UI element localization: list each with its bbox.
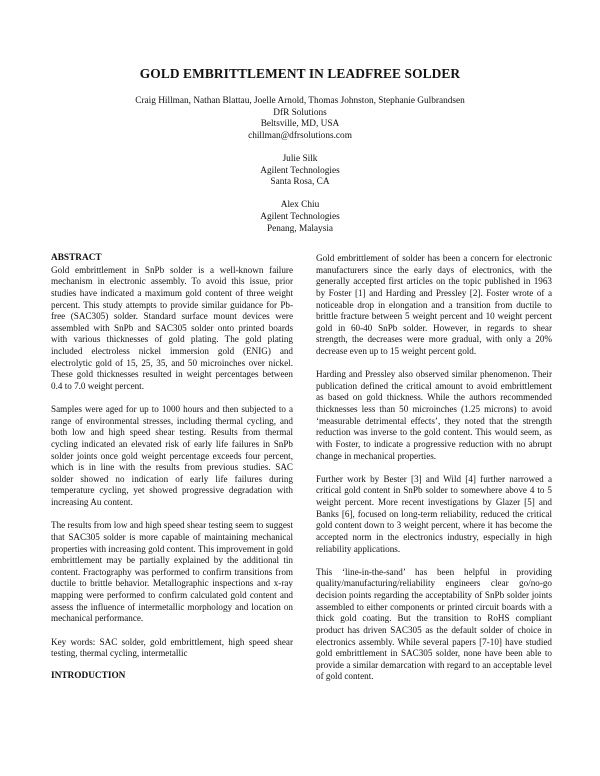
intro-paragraph: Gold embrittlement of solder has been a concern for electronic manufacturers since the early days of electronics, with the generally accepted first articles on the topic published in 1963 by Foster [1] and Harding and Pressley [2]. Foster wrote of a noticeable drop in elongation and a transition from ductile to brittle fracture between 5 weight percent and 10 weight percent gold in 60-40 SnPb solder. However, in regards to shear strength, the decreases were more gradual, with only a 20% decrease even up to 15 weight percent gold. (316, 253, 552, 356)
author-names: Julie Silk (282, 153, 318, 164)
intro-paragraph: Harding and Pressley also observed similar phenomenon. Their publication defined the critical amount to avoid embrittlement as based on gold thickness. While the authors recommended thicknesses less than 50 microinches (1.25 microns) to avoid ‘measurable detrimental effects’, they noted that the strength reduction was inverse to the gold content. This would seem, as with Foster, to indicate a progressive reduction with no abrupt change in mechanical properties. (316, 369, 552, 461)
author-names: Craig Hillman, Nathan Blattau, Joelle Arnold, Thomas Johnston, Stephanie Gulbrandsen (135, 96, 465, 106)
author-affiliations (0, 96, 600, 247)
author-block-dfr (0, 96, 600, 142)
keywords-paragraph: Key words: SAC solder, gold embrittlement, high speed shear testing, thermal cycling, intermetallic (51, 636, 293, 659)
intro-paragraph: Further work by Bester [3] and Wild [4] further narrowed a critical gold content in SnPb solder to somewhere above 4 to 5 weight percent. More recent investigations by Glazer [5] and Banks [6], focused on long-term reliability, reduced the critical gold content down to 3 weight percent, where it has become the accepted norm in the electronics industry, especially in high reliability applications. (316, 473, 552, 554)
author-block-silk (0, 154, 600, 189)
author-location: Penang, Malaysia (266, 223, 334, 234)
introduction-heading: INTRODUCTION (51, 671, 126, 682)
paper-title: GOLD EMBRITTLEMENT IN LEADFREE SOLDER (139, 66, 461, 81)
abstract-heading: ABSTRACT (51, 253, 102, 263)
author-location: Beltsville, MD, USA (260, 119, 340, 130)
abstract-paragraph: Gold embrittlement in SnPb solder is a well-known failure mechanism in electronic assembly. To avoid this issue, prior studies have indicated a maximum gold content of three weight percent. This study attempts to provide similar guidance for Pb-free (SAC305) solder. Standard surface mount devices were assembled with SnPb and SAC305 solder onto printed boards with various thicknesses of gold plating. The gold plating included electroless nickel immersion gold (ENIG) and electrolytic gold of 15, 25, 35, and 50 microinches over nickel. These gold thicknesses resulted in weight percentages between 0.4 to 7.0 weight percent. (51, 264, 293, 391)
intro-paragraph: This ‘line-in-the-sand’ has been helpful in providing quality/manufacturing/reliability engineers clear go/no-go decision points regarding the acceptability of SnPb solder joints assembled to either components or printed circuit boards with a thick gold coating. But the transition to RoHS compliant product has driven SAC305 as the default solder of choice in electronics assembly. While several papers [7-10] have studied gold embrittlement in SAC305 solder, none have been able to provide a similar demarcation with regard to an acceptable level of gold content. (316, 566, 552, 682)
author-organization: DfR Solutions (273, 107, 327, 118)
right-column (316, 253, 552, 695)
author-location: Santa Rosa, CA (270, 177, 330, 188)
abstract-paragraph: Samples were aged for up to 1000 hours and then subjected to a range of environmental stresses, including thermal cycling, and both low and high speed shear testing. Results from thermal cycling indicated an elevated risk of early life failures in SnPb solder joints once gold weight percentage exceeds four percent, which is in line with the results from previous studies. SAC solder showed no indication of early life failures during temperature cycling, yet showed progressive degradation with increasing Au content. (51, 404, 293, 508)
left-column (51, 253, 293, 683)
author-organization: Agilent Technologies (260, 165, 340, 176)
author-names: Alex Chiu (280, 200, 320, 211)
author-organization: Agilent Technologies (260, 211, 340, 222)
author-block-chiu (0, 200, 600, 235)
author-email: chillman@dfrsolutions.com (248, 130, 352, 141)
abstract-paragraph: The results from low and high speed shear testing seem to suggest that SAC305 solder is more capable of maintaining mechanical properties with increasing gold content. This improvement in gold embrittlement may be partially explained by the additional tin content. Fractography was performed to confirm transitions from ductile to brittle behavior. Metallographic inspections and x-ray mapping were performed to confirm calculated gold content and assess the influence of intermetallic morphology and location on mechanical performance. (51, 520, 293, 624)
